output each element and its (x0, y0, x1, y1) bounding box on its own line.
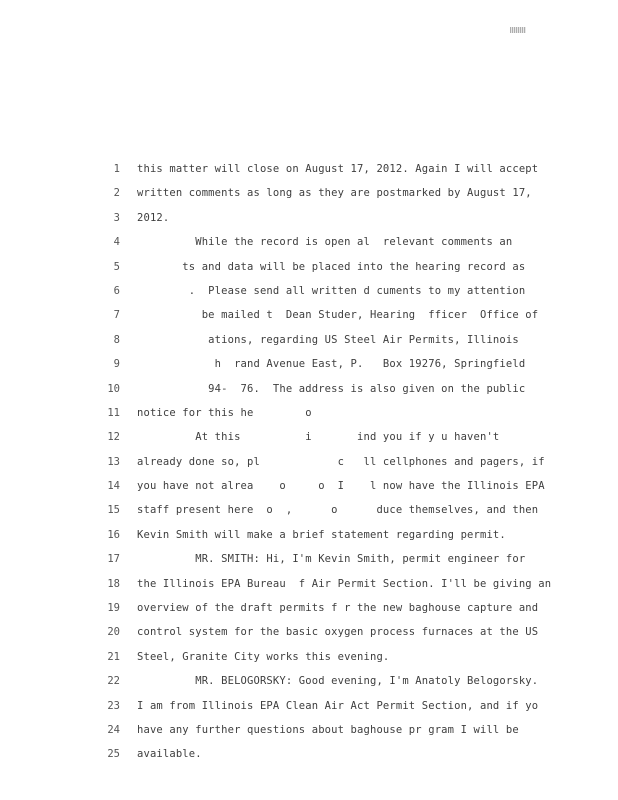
line-text: already done so, pl c ll cellphones and pagers, if (137, 455, 545, 468)
transcript-line (0, 425, 618, 449)
line-text: 94- 76. The address is also given on the public (137, 382, 526, 395)
line-number: 10 (107, 382, 120, 395)
transcript-line (0, 377, 618, 401)
line-text: At this i ind you if y u haven't (137, 431, 500, 444)
transcript-line (0, 255, 618, 279)
line-text: . Please send all written d cuments to my attention (137, 284, 526, 297)
transcript-line (0, 157, 618, 181)
transcript-line (0, 620, 618, 644)
line-text: staff present here o , o duce themselves, and then (137, 504, 539, 517)
line-number: 18 (107, 577, 120, 590)
line-text: this matter will close on August 17, 2012. Again I will accept (137, 163, 539, 175)
line-text: I am from Illinois EPA Clean Air Act Permit Section, and if yo (137, 699, 539, 712)
transcript-line (0, 694, 618, 718)
line-text: h rand Avenue East, P. Box 19276, Springfield (137, 358, 526, 371)
line-number: 25 (107, 748, 120, 761)
line-text: 2012. (137, 211, 170, 224)
line-number: 12 (107, 431, 120, 444)
line-number: 4 (113, 236, 120, 249)
line-number: 24 (107, 723, 120, 736)
line-text: overview of the draft permits f r the new baghouse capture and (137, 602, 539, 615)
line-number: 7 (113, 309, 120, 322)
line-number: 21 (107, 650, 120, 663)
transcript-line (0, 742, 618, 766)
line-text: MR. BELOGORSKY: Good evening, I'm Anatoly Belogorsky. (137, 675, 539, 688)
line-number: 19 (107, 602, 120, 615)
line-text: written comments as long as they are postmarked by August 17, (137, 187, 532, 200)
line-number: 17 (107, 553, 120, 566)
line-text: MR. SMITH: Hi, I'm Kevin Smith, permit engineer for (137, 553, 526, 566)
transcript-line (0, 718, 618, 742)
line-number: 13 (107, 455, 120, 468)
line-number: 23 (107, 699, 120, 712)
line-text: available. (137, 748, 202, 761)
line-number: 3 (113, 211, 120, 224)
transcript-line (0, 547, 618, 571)
line-text: notice for this he o (137, 406, 312, 419)
line-number: 16 (107, 528, 120, 541)
transcript-line (0, 181, 618, 205)
transcript-line (0, 498, 618, 522)
transcript-line (0, 328, 618, 352)
line-number: 1 (113, 163, 120, 175)
line-text: the Illinois EPA Bureau f Air Permit Section. I'll be giving an (137, 577, 552, 590)
line-number: 8 (113, 333, 120, 346)
transcript-line (0, 645, 618, 669)
line-number: 6 (113, 284, 120, 297)
transcript-line (0, 401, 618, 425)
line-text: ts and data will be placed into the hearing record as (137, 260, 526, 273)
line-number: 2 (113, 187, 120, 200)
transcript-line (0, 450, 618, 474)
transcript-page (0, 157, 618, 767)
transcript-line (0, 523, 618, 547)
transcript-line (0, 352, 618, 376)
scan-mark (510, 27, 526, 33)
transcript-line (0, 303, 618, 327)
line-text: have any further questions about baghouse pr gram I will be (137, 723, 519, 736)
transcript-line (0, 230, 618, 254)
line-text: Steel, Granite City works this evening. (137, 650, 390, 663)
line-text: control system for the basic oxygen process furnaces at the US (137, 626, 539, 639)
transcript-line (0, 206, 618, 230)
line-text: be mailed t Dean Studer, Hearing fficer Office of (137, 309, 539, 322)
transcript-line (0, 474, 618, 498)
line-number: 11 (107, 406, 120, 419)
transcript-line (0, 572, 618, 596)
line-text: Kevin Smith will make a brief statement regarding permit. (137, 528, 506, 541)
transcript-line (0, 596, 618, 620)
transcript-line (0, 669, 618, 693)
line-number: 20 (107, 626, 120, 639)
line-text: you have not alrea o o I l now have the Illinois EPA (137, 480, 545, 493)
line-number: 15 (107, 504, 120, 517)
line-number: 5 (113, 260, 120, 273)
line-number: 9 (113, 358, 120, 371)
line-text: While the record is open al relevant comments an (137, 236, 513, 249)
transcript-line (0, 279, 618, 303)
line-text: ations, regarding US Steel Air Permits, Illinois (137, 333, 519, 346)
line-number: 22 (107, 675, 120, 688)
line-number: 14 (107, 480, 120, 493)
